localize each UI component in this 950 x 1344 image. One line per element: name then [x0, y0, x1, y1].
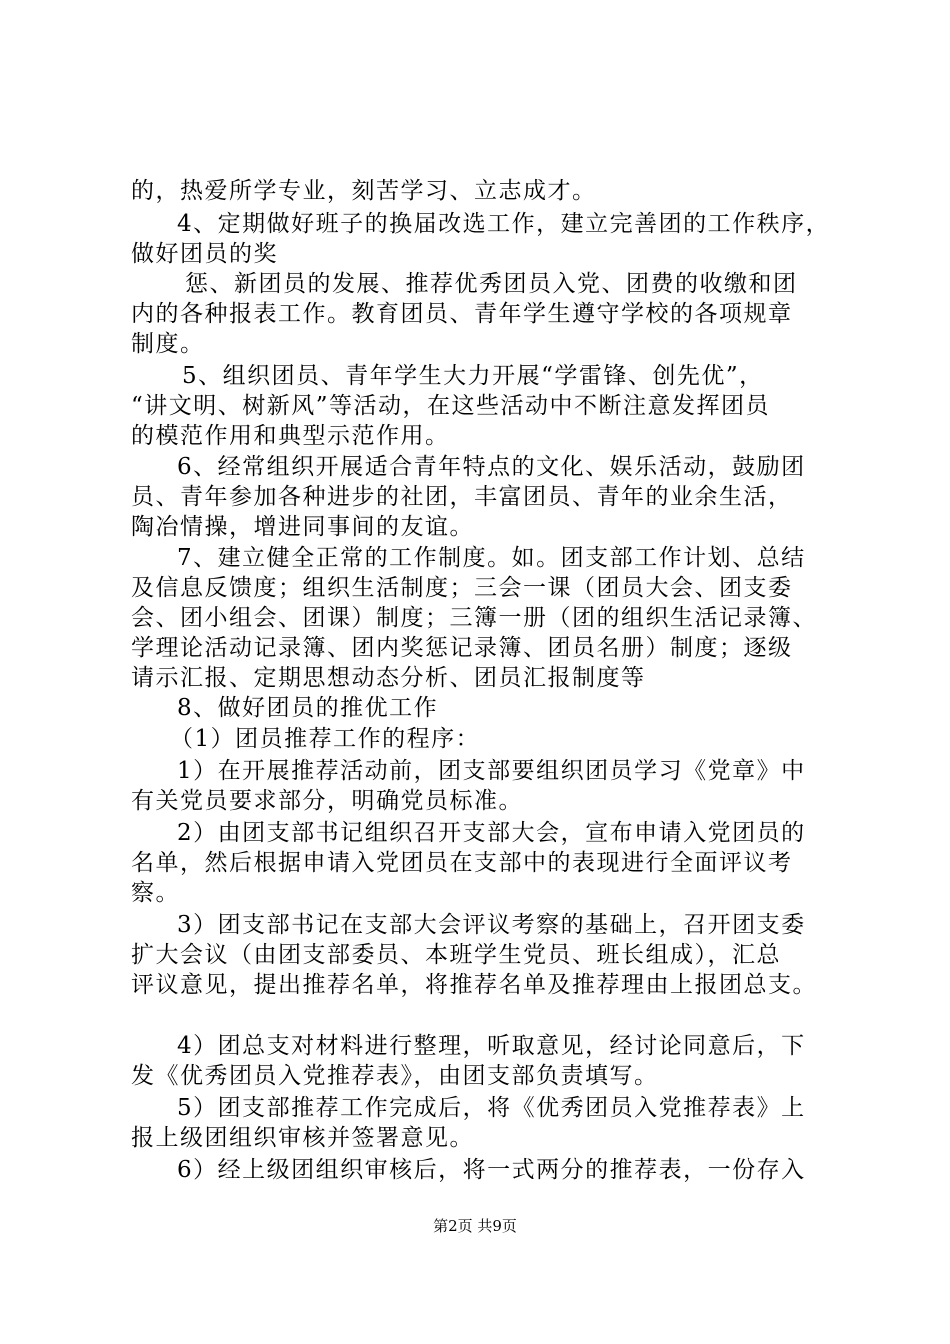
text-line: 惩、新团员的发展、推荐优秀团员入党、团费的收缴和团 [185, 271, 798, 297]
text-line: 陶冶情操，增进同事间的友谊。 [131, 514, 474, 540]
text-line: 察。 [131, 880, 180, 906]
text-line: 的，热爱所学专业，刻苦学习、立志成才。 [131, 178, 597, 204]
text-line: 6）经上级团组织审核后，将一式两分的推荐表，一份存入 [177, 1157, 806, 1183]
text-line: 制度。 [131, 331, 205, 357]
text-line: 学理论活动记录簿、团内奖惩记录簿、团员名册）制度；逐级 [131, 635, 793, 661]
text-line: 4）团总支对材料进行整理，听取意见，经讨论同意后，下 [177, 1033, 806, 1059]
text-line: “讲文明、树新风”等活动，在这些活动中不断注意发挥团员 [131, 393, 771, 419]
text-line: 4、定期做好班子的换届改选工作，建立完善团的工作秩序， [177, 211, 831, 237]
text-line: 请示汇报、定期思想动态分析、团员汇报制度等 [131, 665, 646, 691]
text-line: 7、建立健全正常的工作制度。如。团支部工作计划、总结 [177, 545, 806, 571]
text-line: 5）团支部推荐工作完成后，将《优秀团员入党推荐表》上 [177, 1095, 806, 1121]
text-line: 1）在开展推荐活动前，团支部要组织团员学习《党章》中 [177, 758, 806, 784]
page-footer [0, 1216, 950, 1236]
text-line: 的模范作用和典型示范作用。 [131, 423, 450, 449]
text-line: 名单，然后根据申请入党团员在支部中的表现进行全面评议考 [131, 850, 793, 876]
text-line: 及信息反馈度；组织生活制度；三会一课（团员大会、团支委 [131, 575, 793, 601]
text-line: 发《优秀团员入党推荐表》，由团支部负责填写。 [131, 1063, 659, 1089]
text-line: 扩大会议（由团支部委员、本班学生党员、班长组成），汇总 [131, 942, 781, 968]
text-line: 做好团员的奖 [131, 241, 278, 267]
text-line: 员、青年参加各种进步的社团，丰富团员、青年的业余生活， [131, 484, 793, 510]
text-line: 6、经常组织开展适合青年特点的文化、娱乐活动，鼓励团 [177, 454, 806, 480]
text-line: （1）团员推荐工作的程序： [170, 726, 481, 752]
text-line: 会、团小组会、团课）制度；三簿一册（团的组织生活记录簿、 [131, 605, 817, 631]
text-line: 有关党员要求部分，明确党员标准。 [131, 788, 523, 814]
text-line: 3）团支部书记在支部大会评议考察的基础上，召开团支委 [177, 912, 806, 938]
text-line: 2）由团支部书记组织召开支部大会，宣布申请入党团员的 [177, 820, 806, 846]
text-line: 5、组织团员、青年学生大力开展“学雷锋、创先优”， [182, 363, 764, 389]
text-line: 8、做好团员的推优工作 [177, 695, 439, 721]
text-line: 报上级团组织审核并签署意见。 [131, 1125, 474, 1151]
text-line: 内的各种报表工作。教育团员、青年学生遵守学校的各项规章 [131, 301, 793, 327]
page-number: 第2页 共9页 [433, 1217, 517, 1235]
text-line: 评议意见，提出推荐名单，将推荐名单及推荐理由上报团总支。 [131, 972, 817, 998]
